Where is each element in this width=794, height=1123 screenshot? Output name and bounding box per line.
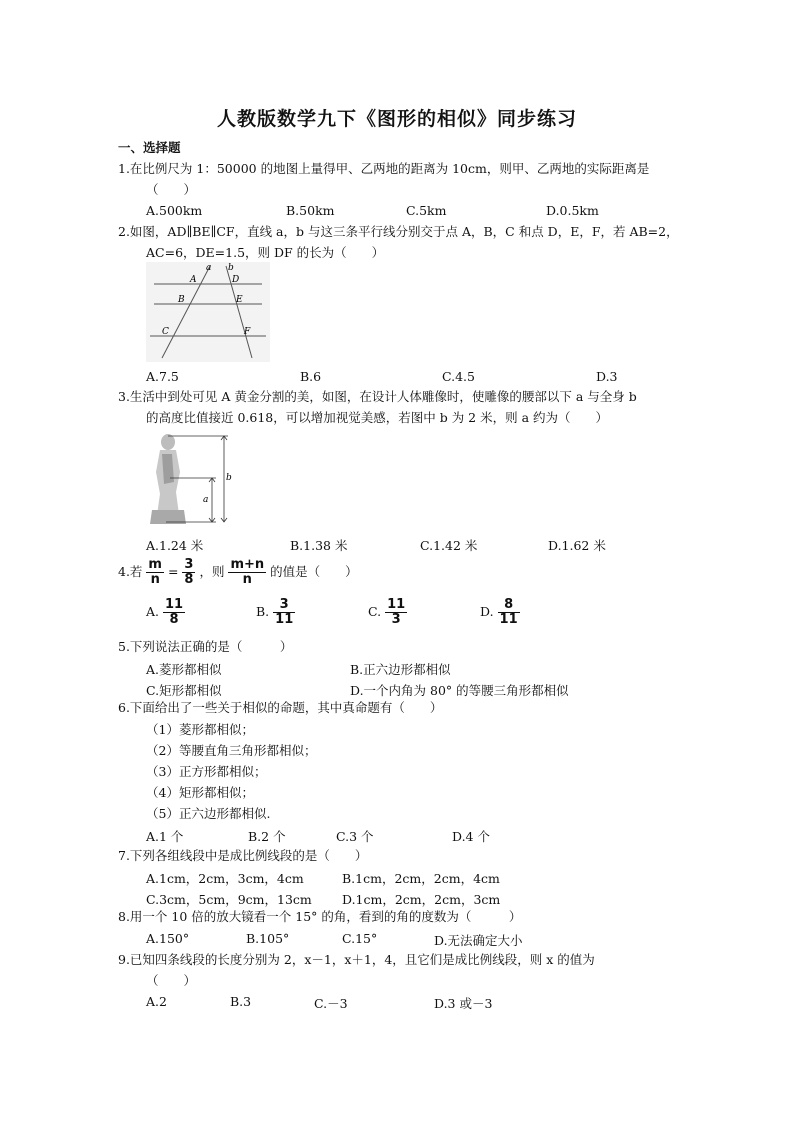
q7-option-b: B.1cm，2cm，2cm，4cm (342, 871, 500, 886)
q1-option-b: B.50km (286, 203, 335, 218)
q4-fraction-3-over-8: $\frac{3}{8}$ (184, 557, 194, 587)
q6-option-a: A.1 个 (146, 829, 184, 844)
q6-option-d: D.4 个 (452, 829, 490, 844)
q9-option-c: C.－3 (314, 996, 348, 1011)
q8-stem: 8.用一个 10 倍的放大镜看一个 15° 的角，看到的角的度数为（ ） (118, 909, 522, 924)
figure-label-F: F (244, 327, 251, 337)
q2-option-d: D.3 (596, 369, 618, 384)
page-title: 人教版数学九下《图形的相似》同步练习 (216, 108, 577, 130)
section-heading: 一、选择题 (118, 140, 181, 155)
statue-figure (146, 432, 236, 526)
figure-label-B: B (178, 295, 185, 305)
q2-option-c: C.4.5 (442, 369, 475, 384)
q4-stem: 4.若 $\frac{m}{n}$ = $\frac{3}{8}$ ，则 $\frac{m+n}{n}$ 的值是（ ） (118, 557, 358, 587)
q8-option-d: D.无法确定大小 (434, 933, 523, 948)
q6-stem: 6.下面给出了一些关于相似的命题，其中真命题有（ ） (118, 700, 443, 715)
q2-stem-line2: AC=6，DE=1.5，则 DF 的长为（ ） (146, 245, 385, 260)
q9-option-b: B.3 (230, 994, 252, 1009)
q5-stem: 5.下列说法正确的是（ ） (118, 639, 293, 654)
q3-option-a: A.1.24 米 (146, 538, 204, 553)
figure-label-A: A (190, 275, 197, 285)
q4-fraction-m-over-n: $\frac{m}{n}$ (148, 557, 162, 587)
q9-option-a: A.2 (146, 994, 167, 1009)
q3-option-d: D.1.62 米 (548, 538, 606, 553)
q1-option-d: D.0.5km (546, 203, 599, 218)
q5-option-b: B.正六边形都相似 (350, 662, 451, 677)
q8-option-a: A.150° (146, 931, 190, 946)
figure-label-D: D (232, 275, 240, 285)
q7-option-c: C.3cm，5cm，9cm，13cm (146, 892, 312, 907)
q9-option-d: D.3 或－3 (434, 996, 493, 1011)
q3-stem-line1: 3.生活中到处可见 A 黄金分割的美，如图，在设计人体雕像时，使雕像的腰部以下 a 与全身 b (118, 389, 637, 404)
q6-item-2: （2）等腰直角三角形都相似； (146, 743, 317, 758)
q3-option-b: B.1.38 米 (290, 538, 348, 553)
q8-option-c: C.15° (342, 931, 378, 946)
q4-prefix: 4.若 (118, 564, 143, 579)
q1-option-c: C.5km (406, 203, 447, 218)
q4-option-a: A. $\frac{11}{8}$ (146, 597, 184, 627)
q5-option-d: D.一个内角为 80° 的等腰三角形都相似 (350, 683, 569, 698)
q7-option-d: D.1cm，2cm，2cm，3cm (342, 892, 501, 907)
figure-label-C: C (162, 327, 169, 337)
figure-label-b: b (226, 473, 232, 483)
q2-stem-line1: 2.如图，AD∥BE∥CF，直线 a，b 与这三条平行线分别交于点 A，B，C 和点 D，E，F，若 AB=2， (118, 224, 679, 239)
q6-item-4: （4）矩形都相似； (146, 785, 254, 800)
q9-blank: （ ） (146, 973, 197, 988)
figure-label-a: a (203, 495, 209, 505)
q6-option-b: B.2 个 (248, 829, 286, 844)
q3-option-c: C.1.42 米 (420, 538, 478, 553)
figure-label-E: E (236, 295, 243, 305)
q6-item-3: （3）正方形都相似； (146, 764, 267, 779)
q5-option-c: C.矩形都相似 (146, 683, 222, 698)
q8-option-b: B.105° (246, 931, 290, 946)
q1-blank: （ ） (146, 182, 197, 197)
figure-label-a: a (206, 263, 212, 273)
q3-stem-line2: 的高度比值接近 0.618，可以增加视觉美感，若图中 b 为 2 米，则 a 约为（ ） (146, 410, 609, 425)
q4-fraction-mplusn-over-n: $\frac{m+n}{n}$ (230, 557, 265, 587)
q4-option-c: C. $\frac{11}{3}$ (368, 597, 406, 627)
q9-stem: 9.已知四条线段的长度分别为 2，x－1，x＋1，4，且它们是成比例线段，则 x 的值为 (118, 952, 595, 967)
q6-item-5: （5）正六边形都相似. (146, 806, 271, 821)
parallel-lines-figure (146, 262, 270, 362)
q5-option-a: A.菱形都相似 (146, 662, 222, 677)
q1-stem: 1.在比例尺为 1：50000 的地图上量得甲、乙两地的距离为 10cm，则甲、乙两地的实际距离是 (118, 161, 650, 176)
q6-item-1: （1）菱形都相似； (146, 722, 254, 737)
q7-option-a: A.1cm，2cm，3cm，4cm (146, 871, 304, 886)
q2-option-b: B.6 (300, 369, 322, 384)
q2-option-a: A.7.5 (146, 369, 179, 384)
q4-option-d: D. $\frac{8}{11}$ (480, 597, 518, 627)
q4-option-b: B. $\frac{3}{11}$ (256, 597, 294, 627)
q7-stem: 7.下列各组线段中是成比例线段的是（ ） (118, 848, 368, 863)
figure-label-b: b (228, 263, 234, 273)
q6-option-c: C.3 个 (336, 829, 374, 844)
q1-option-a: A.500km (146, 203, 203, 218)
